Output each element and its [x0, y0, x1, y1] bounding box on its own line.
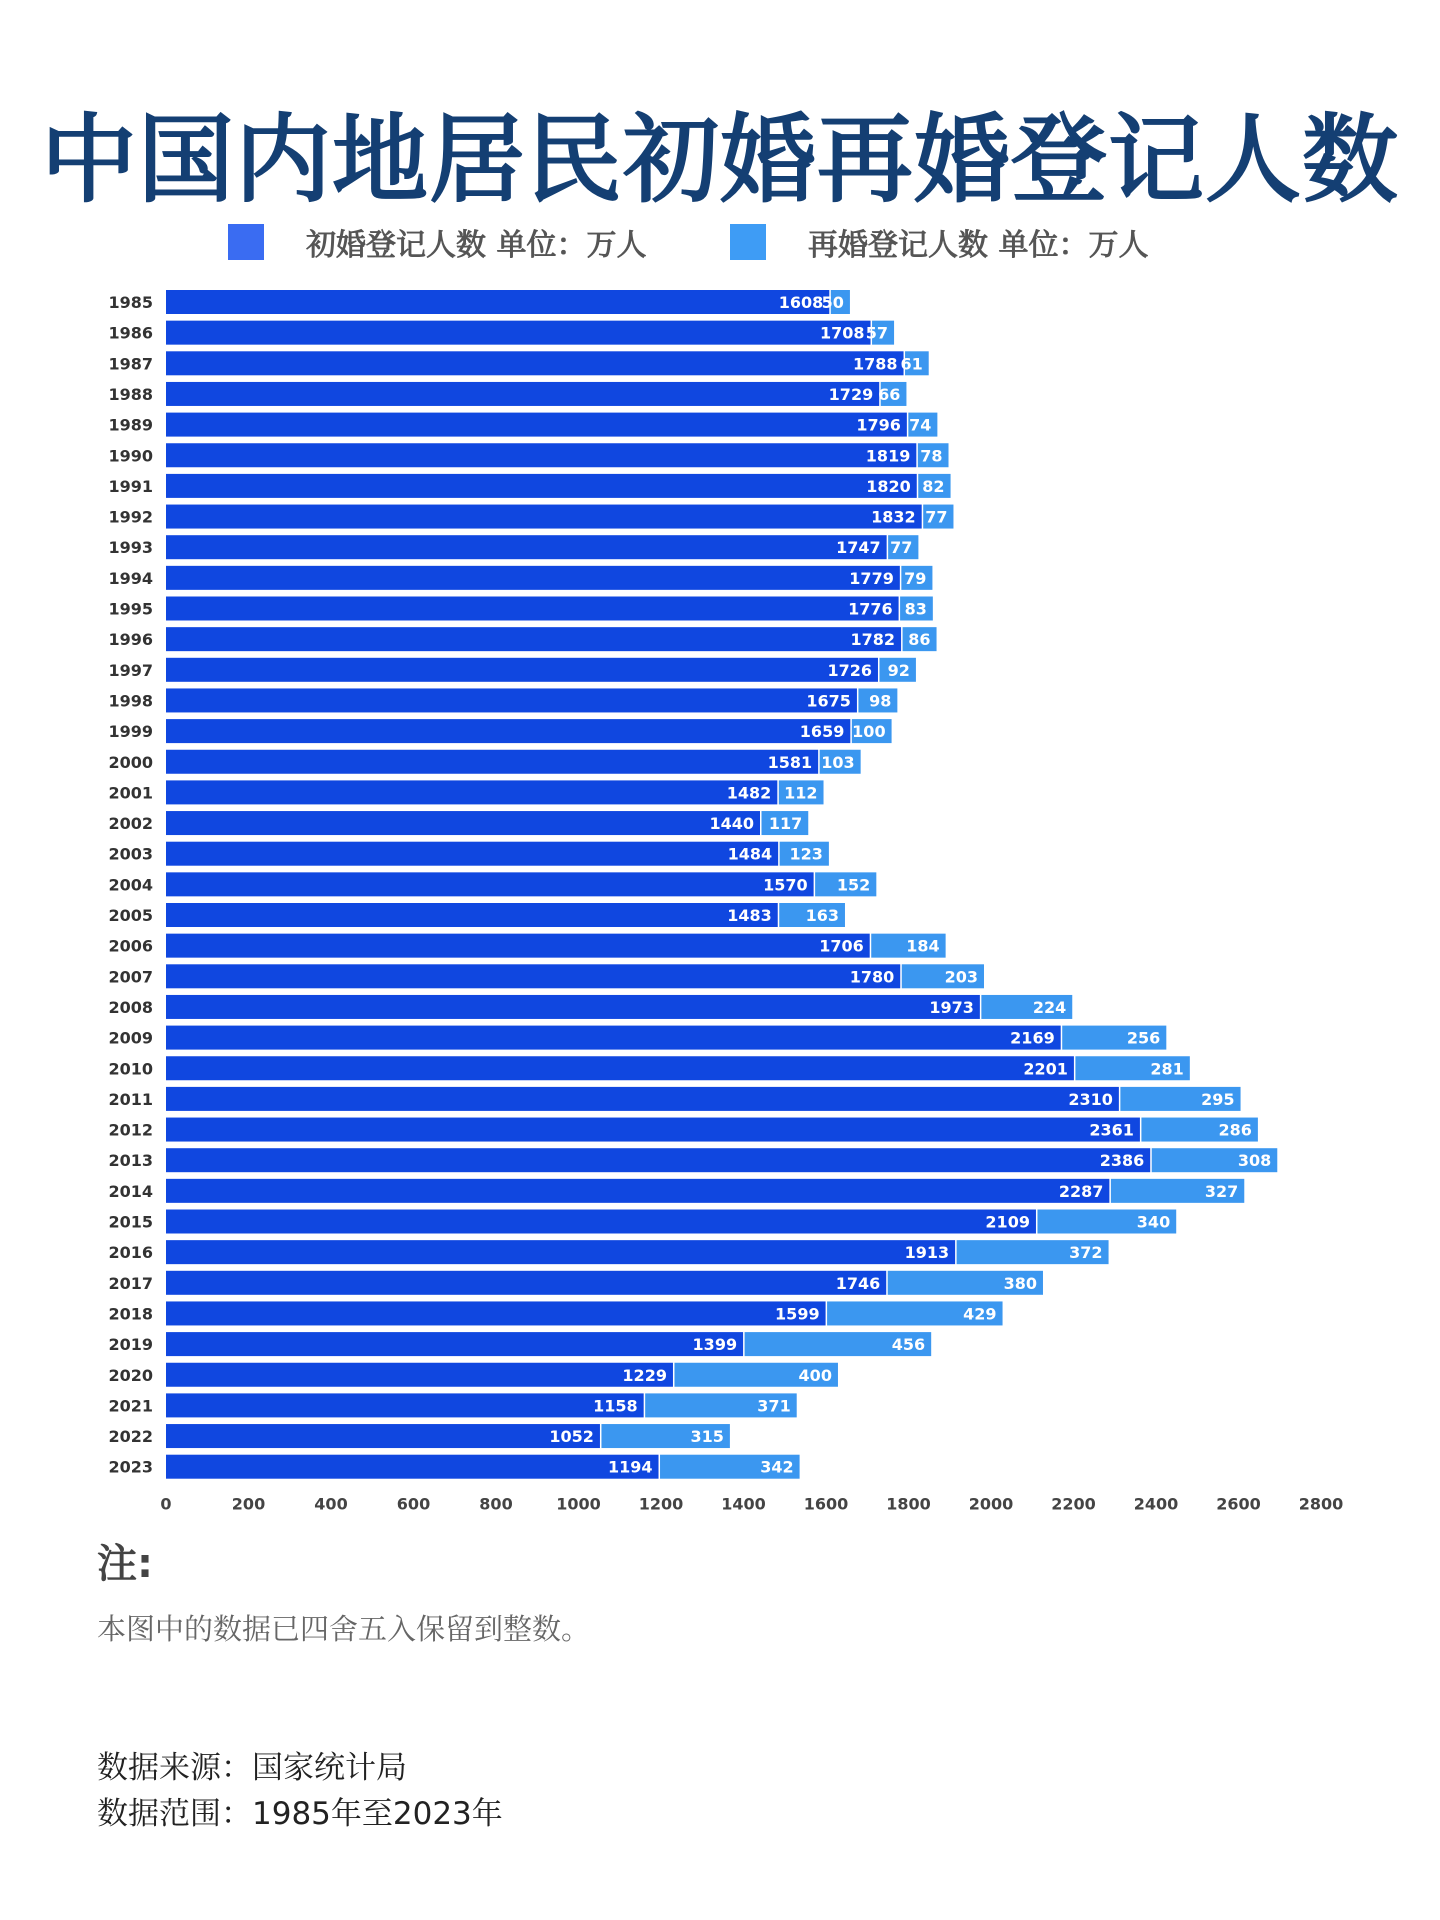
year-label: 1992 — [108, 507, 153, 527]
remarriage-value-label: 77 — [890, 538, 913, 558]
first-marriage-value-label: 1194 — [607, 1457, 653, 1477]
remarriage-value-label: 163 — [805, 906, 839, 925]
remarriage-value-label: 78 — [920, 446, 943, 466]
first-marriage-bar — [166, 627, 901, 651]
first-marriage-bar — [166, 1393, 644, 1417]
first-marriage-value-label: 1483 — [727, 906, 772, 925]
remarriage-value-label: 203 — [944, 967, 978, 987]
x-tick-label: 2400 — [1133, 1494, 1179, 1514]
year-label: 2019 — [108, 1335, 153, 1355]
first-marriage-value-label: 1819 — [865, 446, 911, 466]
first-marriage-bar — [166, 688, 857, 712]
year-label: 2003 — [108, 844, 153, 864]
x-tick-label: 1600 — [803, 1494, 849, 1514]
remarriage-value-label: 371 — [757, 1396, 791, 1416]
year-label: 2013 — [108, 1151, 153, 1171]
first-marriage-bar — [166, 1210, 1036, 1234]
first-marriage-value-label: 1747 — [836, 538, 881, 558]
year-label: 1988 — [108, 384, 153, 404]
first-marriage-bar — [166, 351, 904, 375]
year-label: 1996 — [108, 630, 153, 650]
first-marriage-bar — [166, 842, 778, 866]
remarriage-value-label: 103 — [821, 752, 855, 772]
first-marriage-value-label: 1729 — [828, 384, 874, 404]
x-tick-label: 1200 — [638, 1494, 684, 1514]
first-marriage-bar — [166, 505, 922, 529]
remarriage-value-label: 61 — [900, 354, 923, 374]
legend-swatch-remarriage — [730, 224, 766, 260]
year-label: 2018 — [108, 1304, 153, 1324]
remarriage-value-label: 50 — [821, 293, 844, 312]
chart-title: 中国内地居民初婚再婚登记人数 — [41, 104, 1399, 216]
data-range: 数据范围：1985年至2023年 — [97, 1796, 503, 1832]
first-marriage-value-label: 1484 — [727, 844, 773, 864]
year-label: 1985 — [108, 293, 153, 312]
x-tick-label: 2000 — [968, 1494, 1014, 1514]
remarriage-value-label: 295 — [1201, 1089, 1235, 1109]
remarriage-value-label: 308 — [1237, 1151, 1272, 1171]
remarriage-value-label: 286 — [1218, 1120, 1252, 1140]
x-tick-label: 2800 — [1298, 1494, 1344, 1514]
remarriage-value-label: 400 — [798, 1365, 832, 1385]
x-tick-label: 2600 — [1216, 1494, 1261, 1514]
first-marriage-bar — [166, 750, 818, 774]
legend-label-first-marriage: 初婚登记人数 单位：万人 — [306, 228, 647, 263]
first-marriage-bar — [166, 719, 850, 743]
first-marriage-bar — [166, 1118, 1140, 1142]
first-marriage-value-label: 1440 — [709, 814, 754, 834]
note-text: 本图中的数据已四舍五入保留到整数。 — [97, 1612, 591, 1646]
first-marriage-value-label: 1788 — [853, 354, 898, 374]
year-label: 1997 — [108, 660, 153, 680]
first-marriage-bar — [166, 1455, 659, 1479]
year-label: 2021 — [108, 1396, 153, 1416]
first-marriage-bar — [166, 934, 870, 958]
remarriage-value-label: 98 — [869, 691, 892, 711]
first-marriage-value-label: 1776 — [848, 599, 893, 619]
first-marriage-value-label: 1796 — [856, 415, 901, 435]
remarriage-value-label: 82 — [922, 476, 945, 496]
first-marriage-value-label: 1832 — [871, 507, 916, 527]
year-label: 1995 — [108, 599, 153, 619]
note-title: 注: — [97, 1541, 153, 1587]
first-marriage-bar — [166, 1026, 1061, 1050]
remarriage-value-label: 281 — [1150, 1059, 1184, 1079]
x-tick-label: 400 — [314, 1494, 348, 1514]
first-marriage-value-label: 1746 — [835, 1273, 881, 1293]
remarriage-value-label: 123 — [789, 844, 823, 864]
remarriage-value-label: 380 — [1003, 1273, 1037, 1293]
first-marriage-value-label: 1229 — [622, 1365, 667, 1385]
first-marriage-value-label: 1708 — [820, 323, 865, 343]
first-marriage-value-label: 2201 — [1023, 1059, 1068, 1079]
legend-item-first-marriage — [228, 222, 646, 262]
year-label: 1986 — [108, 323, 153, 343]
bar-chart — [0, 270, 1440, 1520]
year-label: 1994 — [108, 568, 153, 588]
first-marriage-bar — [166, 1056, 1074, 1080]
year-label: 2022 — [108, 1427, 153, 1447]
year-label: 2017 — [108, 1273, 153, 1293]
year-label: 2006 — [108, 936, 153, 956]
first-marriage-bar — [166, 811, 760, 835]
first-marriage-bar — [166, 474, 917, 498]
first-marriage-value-label: 1820 — [866, 476, 911, 496]
remarriage-value-label: 456 — [891, 1335, 926, 1355]
first-marriage-value-label: 1973 — [929, 997, 974, 1017]
x-tick-label: 1400 — [721, 1494, 766, 1514]
year-label: 2011 — [108, 1089, 153, 1109]
remarriage-value-label: 92 — [887, 660, 910, 680]
first-marriage-value-label: 1581 — [767, 752, 813, 772]
year-label: 2020 — [108, 1365, 153, 1385]
first-marriage-value-label: 1570 — [763, 875, 808, 895]
year-label: 2023 — [108, 1457, 153, 1477]
remarriage-value-label: 57 — [865, 323, 889, 343]
remarriage-value-label: 74 — [909, 415, 932, 435]
first-marriage-bar — [166, 1179, 1109, 1203]
year-label: 2008 — [108, 997, 153, 1017]
year-label: 1990 — [108, 446, 153, 466]
x-tick-label: 2200 — [1051, 1494, 1096, 1514]
first-marriage-bar — [166, 597, 899, 621]
first-marriage-value-label: 1913 — [904, 1243, 950, 1263]
first-marriage-value-label: 1780 — [849, 967, 895, 987]
remarriage-value-label: 152 — [836, 875, 871, 895]
first-marriage-value-label: 1482 — [726, 783, 772, 803]
year-label: 2002 — [108, 814, 153, 834]
year-label: 2007 — [108, 967, 153, 987]
remarriage-value-label: 327 — [1204, 1181, 1239, 1201]
first-marriage-bar — [166, 1087, 1119, 1111]
first-marriage-bar — [166, 903, 778, 927]
year-label: 2016 — [108, 1243, 153, 1263]
first-marriage-bar — [166, 995, 980, 1019]
first-marriage-bar — [166, 1363, 673, 1387]
year-label: 1991 — [108, 476, 153, 496]
first-marriage-value-label: 2310 — [1068, 1089, 1113, 1109]
remarriage-value-label: 83 — [904, 599, 927, 619]
first-marriage-value-label: 1726 — [827, 660, 872, 680]
first-marriage-value-label: 2109 — [985, 1212, 1030, 1232]
remarriage-value-label: 340 — [1136, 1212, 1171, 1232]
first-marriage-bar — [166, 566, 900, 590]
remarriage-value-label: 256 — [1126, 1028, 1161, 1048]
remarriage-value-label: 117 — [768, 814, 803, 834]
year-label: 2009 — [108, 1028, 153, 1048]
legend-swatch-first-marriage — [228, 224, 264, 260]
year-label: 1989 — [108, 415, 153, 435]
first-marriage-value-label: 2169 — [1010, 1028, 1055, 1048]
year-label: 2010 — [108, 1059, 153, 1079]
legend-item-remarriage — [730, 222, 1148, 262]
remarriage-value-label: 112 — [784, 783, 818, 803]
remarriage-value-label: 79 — [904, 568, 927, 588]
first-marriage-bar — [166, 658, 878, 682]
x-tick-label: 200 — [231, 1494, 266, 1514]
year-label: 2001 — [108, 783, 153, 803]
x-tick-label: 800 — [479, 1494, 513, 1514]
first-marriage-value-label: 1158 — [593, 1396, 638, 1416]
first-marriage-value-label: 2287 — [1058, 1181, 1104, 1201]
year-label: 2014 — [108, 1181, 153, 1201]
first-marriage-value-label: 1659 — [799, 722, 845, 742]
x-tick-label: 0 — [160, 1494, 172, 1514]
remarriage-value-label: 184 — [906, 936, 940, 956]
remarriage-value-label: 77 — [925, 507, 948, 527]
year-label: 2004 — [108, 875, 153, 895]
first-marriage-value-label: 1706 — [819, 936, 864, 956]
remarriage-value-label: 372 — [1069, 1243, 1103, 1263]
first-marriage-bar — [166, 1332, 743, 1356]
first-marriage-bar — [166, 1271, 886, 1295]
first-marriage-bar — [166, 1301, 826, 1325]
first-marriage-bar — [166, 872, 814, 896]
year-label: 1987 — [108, 354, 153, 374]
first-marriage-bar — [166, 1240, 955, 1264]
first-marriage-bar — [166, 535, 887, 559]
first-marriage-bar — [166, 964, 900, 988]
remarriage-value-label: 429 — [963, 1304, 997, 1324]
first-marriage-value-label: 1599 — [775, 1304, 820, 1324]
first-marriage-value-label: 1399 — [692, 1335, 738, 1355]
legend-label-remarriage: 再婚登记人数 单位：万人 — [808, 228, 1149, 263]
year-label: 2015 — [108, 1212, 153, 1232]
first-marriage-value-label: 1052 — [549, 1427, 594, 1447]
x-tick-label: 1800 — [886, 1494, 931, 1514]
year-label: 1999 — [108, 722, 153, 742]
year-label: 2000 — [108, 752, 153, 772]
first-marriage-bar — [166, 1148, 1150, 1172]
remarriage-value-label: 315 — [690, 1427, 724, 1447]
first-marriage-bar — [166, 413, 907, 437]
remarriage-value-label: 342 — [760, 1457, 794, 1477]
first-marriage-value-label: 1608 — [778, 293, 824, 312]
x-tick-label: 1000 — [556, 1494, 601, 1514]
data-source: 数据来源：国家统计局 — [97, 1750, 407, 1786]
first-marriage-bar — [166, 1424, 600, 1448]
first-marriage-bar — [166, 780, 777, 804]
remarriage-value-label: 66 — [878, 384, 901, 404]
year-label: 1998 — [108, 691, 153, 711]
first-marriage-value-label: 2361 — [1089, 1120, 1134, 1140]
year-label: 1993 — [108, 538, 153, 558]
first-marriage-value-label: 2386 — [1099, 1151, 1145, 1171]
first-marriage-value-label: 1782 — [850, 630, 896, 650]
remarriage-value-label: 100 — [852, 722, 886, 742]
first-marriage-bar — [166, 321, 871, 345]
remarriage-value-label: 224 — [1032, 997, 1067, 1017]
first-marriage-bar — [166, 290, 829, 314]
first-marriage-bar — [166, 382, 879, 406]
year-label: 2005 — [108, 906, 153, 925]
year-label: 2012 — [108, 1120, 153, 1140]
first-marriage-bar — [166, 443, 916, 467]
first-marriage-value-label: 1675 — [806, 691, 851, 711]
first-marriage-value-label: 1779 — [849, 568, 894, 588]
x-tick-label: 600 — [396, 1494, 431, 1514]
remarriage-value-label: 86 — [908, 630, 931, 650]
